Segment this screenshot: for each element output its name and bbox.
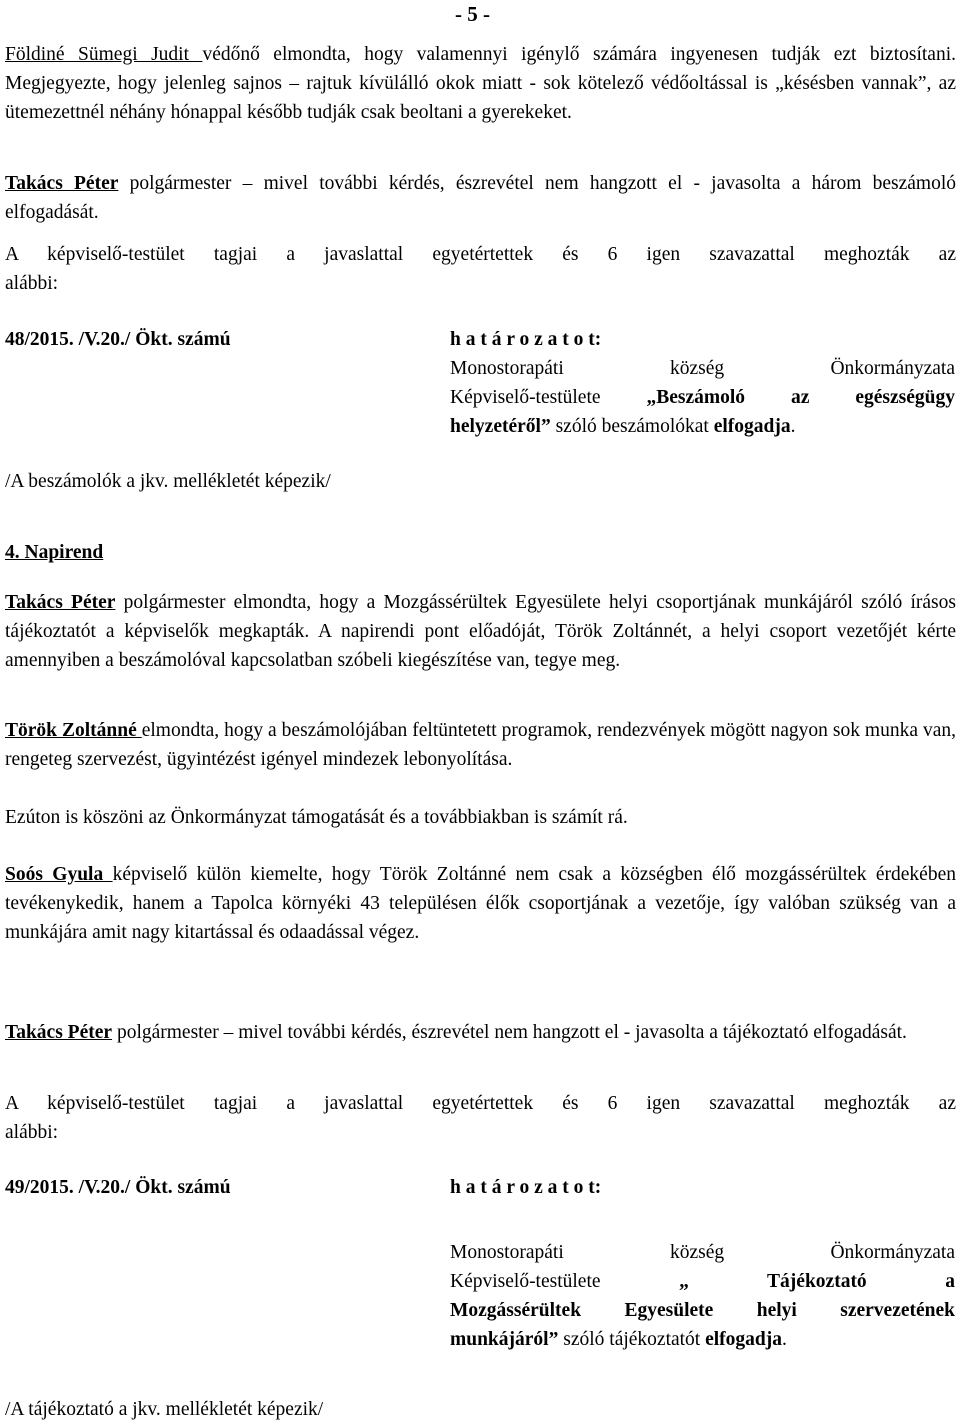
page-number: - 5 -	[455, 2, 490, 26]
resolution-line: Monostorapáti község Önkormányzata	[450, 358, 955, 379]
vote-line: A képviselő-testület tagjai a javaslattal egyetértettek és 6 igen szavazattal meghozták az	[5, 1093, 956, 1114]
resolution-line: Képviselő-testülete „ Tájékoztató a	[450, 1271, 955, 1292]
paragraph-text: polgármester elmondta, hogy a Mozgássérültek Egyesülete helyi csoportjának munkájáról szóló írásos tájékoztatót a képviselők megkapták. A napirendi pont előadóját, Török Zoltánnét, a helyi csoport vezetőjét kérte amennyiben a beszámolóval kapcsolatban szóbeli kiegészítése van, tegye meg.	[5, 592, 956, 671]
speaker-name: Földiné Sümegi Judit	[5, 44, 203, 65]
resolution-heading: h a t á r o z a t o t:	[450, 329, 602, 350]
resolution-id: 48/2015. /V.20./ Ökt. számú	[5, 329, 231, 350]
annex-note: /A beszámolók a jkv. mellékletét képezik/	[5, 471, 331, 492]
paragraph-text: védőnő elmondta, hogy valamennyi igénylő számára ingyenesen tudják ezt biztosítani. Megjegyezte, hogy jelenleg sajnos – rajtuk kívülálló okok miatt - sok kötelező védőoltással is „késésben vannak”, az ütemezettnél néhány hónappal később tudják csak beoltani a gyerekeket.	[5, 44, 956, 123]
resolution-body	[450, 1238, 955, 1354]
vote-statement-1	[5, 240, 956, 298]
vote-line: alábbi:	[5, 1122, 59, 1143]
vote-line: A képviselő-testület tagjai a javaslattal egyetértettek és 6 igen szavazattal meghozták az	[5, 244, 956, 265]
resolution-id: 49/2015. /V.20./ Ökt. számú	[5, 1177, 231, 1198]
paragraph-text: polgármester – mivel további kérdés, észrevétel nem hangzott el - javasolta a három beszámoló elfogadását.	[5, 173, 956, 223]
annex-note: /A tájékoztató a jkv. mellékletét képezik/	[5, 1399, 324, 1420]
resolution-heading: h a t á r o z a t o t:	[450, 1177, 602, 1198]
paragraph-soos	[5, 860, 956, 947]
speaker-name: Takács Péter	[5, 173, 119, 194]
paragraph-torok	[5, 716, 956, 774]
paragraph-text: képviselő külön kiemelte, hogy Török Zoltánné nem csak a községben élő mozgássérültek érdekében tevékenykedik, hanem a Tapolca környéki 43 településen élők csoportjának a vezetője, így valóban szükség van a munkájára amit nagy kitartással és odaadással végez.	[5, 864, 956, 943]
paragraph-vedono	[5, 40, 956, 127]
speaker-name: Takács Péter	[5, 592, 116, 613]
resolution-line: Monostorapáti község Önkormányzata	[450, 1242, 955, 1263]
agenda-item-heading: 4. Napirend	[5, 542, 104, 563]
resolution-line: Képviselő-testülete „Beszámoló az egészségügy	[450, 387, 955, 408]
paragraph-thanks: Ezúton is köszöni az Önkormányzat támogatását és a továbbiakban is számít rá.	[5, 807, 628, 828]
paragraph-mayor-proposal-1	[5, 169, 956, 227]
resolution-body	[450, 354, 955, 441]
vote-statement-2	[5, 1089, 956, 1147]
paragraph-text: polgármester – mivel további kérdés, észrevétel nem hangzott el - javasolta a tájékoztató elfogadását.	[112, 1022, 907, 1043]
speaker-name: Takács Péter	[5, 1022, 113, 1043]
paragraph-mayor-proposal-2	[5, 1018, 956, 1047]
paragraph-text: elmondta, hogy a beszámolójában feltüntetett programok, rendezvények mögött nagyon sok munka van, rengeteg szervezést, ügyintézést igényel mindezek lebonyolítása.	[5, 720, 956, 770]
resolution-line: Mozgássérültek Egyesülete helyi szervezetének	[450, 1300, 955, 1321]
speaker-name: Soós Gyula	[5, 864, 113, 885]
resolution-line: helyzetéről” szóló beszámolókat elfogadja.	[450, 416, 796, 437]
vote-line: alábbi:	[5, 273, 59, 294]
resolution-line: munkájáról” szóló tájékoztatót elfogadja.	[450, 1329, 787, 1350]
speaker-name: Török Zoltánné	[5, 720, 142, 741]
paragraph-mayor-report	[5, 588, 956, 675]
